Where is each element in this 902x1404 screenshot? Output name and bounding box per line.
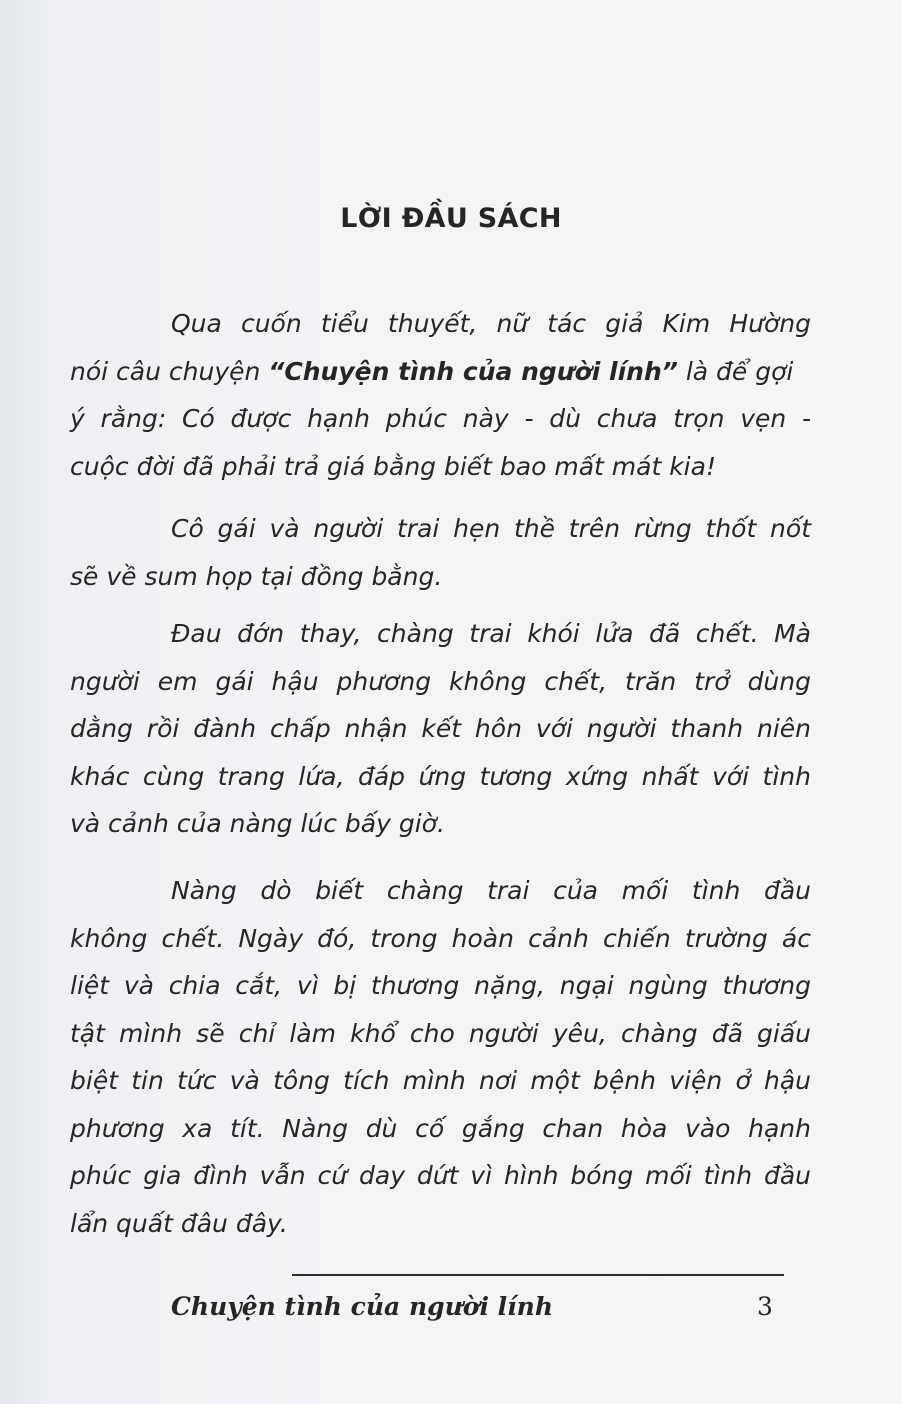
page-heading: LỜI ĐẦU SÁCH <box>340 203 562 234</box>
line-text: tật mình sẽ chỉ làm khổ cho người yêu, chàng đã giấu <box>70 1018 811 1048</box>
paragraph-1 <box>70 300 811 490</box>
footer-book-title: Chuyện tình của người lính <box>171 1292 554 1321</box>
paragraph-line <box>171 505 811 553</box>
line-text: Nàng dò biết chàng trai của mối tình đầu <box>171 876 811 905</box>
quoted-book-title: “Chuyện tình của người lính” <box>268 356 678 386</box>
line-text: lẩn quất đâu đây. <box>70 1208 288 1238</box>
line-text: và cảnh của nàng lúc bấy giờ. <box>70 809 445 838</box>
line-text: ý rằng: Có được hạnh phúc này - dù chưa trọn vẹn - <box>70 404 811 433</box>
line-text: không chết. Ngày đó, trong hoàn cảnh chiến trường ác <box>70 923 811 953</box>
line-text: biệt tin tức và tông tích mình nơi một bệnh viện ở hậu <box>70 1066 811 1095</box>
paragraph-line <box>70 753 811 801</box>
page-number: 3 <box>757 1292 773 1321</box>
line-text: là để gợi <box>677 356 794 386</box>
paragraph-line <box>70 705 811 753</box>
footer-divider <box>292 1274 784 1276</box>
line-text: phúc gia đình vẫn cứ day dứt vì hình bóng mối tình đầu <box>70 1161 811 1190</box>
paragraph-line <box>70 443 811 491</box>
line-text: phương xa tít. Nàng dù cố gắng chan hòa vào hạnh <box>70 1113 811 1143</box>
paragraph-line <box>70 915 811 963</box>
paragraph-line <box>171 867 811 915</box>
paragraph-line <box>171 610 811 658</box>
line-text: cuộc đời đã phải trả giá bằng biết bao mất mát kia! <box>70 451 716 481</box>
line-text: khác cùng trang lứa, đáp ứng tương xứng nhất với tình <box>70 761 811 791</box>
line-text: người em gái hậu phương không chết, trăn trở dùng <box>70 666 811 696</box>
paragraph-line <box>70 1200 811 1248</box>
line-text: nói câu chuyện <box>70 356 269 386</box>
paragraph-line <box>70 1152 811 1200</box>
paragraph-3 <box>70 610 811 855</box>
paragraph-line <box>171 300 811 348</box>
paragraph-2 <box>70 505 811 605</box>
line-text: sẽ về sum họp tại đồng bằng. <box>70 561 443 591</box>
line-text: Đau đớn thay, chàng trai khói lửa đã chết. Mà <box>171 619 811 648</box>
line-text: liệt và chia cắt, vì bị thương nặng, ngại ngùng thương <box>70 971 811 1000</box>
line-text: Qua cuốn tiểu thuyết, nữ tác giả Kim Hường <box>171 309 811 338</box>
paragraph-line <box>70 553 811 601</box>
paragraph-line <box>70 800 811 848</box>
paragraph-line <box>70 348 811 396</box>
line-text: Cô gái và người trai hẹn thề trên rừng thốt nốt <box>171 514 811 543</box>
line-text: dằng rồi đành chấp nhận kết hôn với người thanh niên <box>70 714 811 743</box>
paragraph-line <box>70 962 811 1010</box>
paragraph-line <box>70 1010 811 1058</box>
paragraph-line <box>70 1105 811 1153</box>
paragraph-line <box>70 1057 811 1105</box>
body-text <box>70 300 811 1247</box>
paragraph-line <box>70 395 811 443</box>
line-text-segment <box>70 348 793 396</box>
paragraph-4 <box>70 867 811 1247</box>
paragraph-line <box>70 658 811 706</box>
